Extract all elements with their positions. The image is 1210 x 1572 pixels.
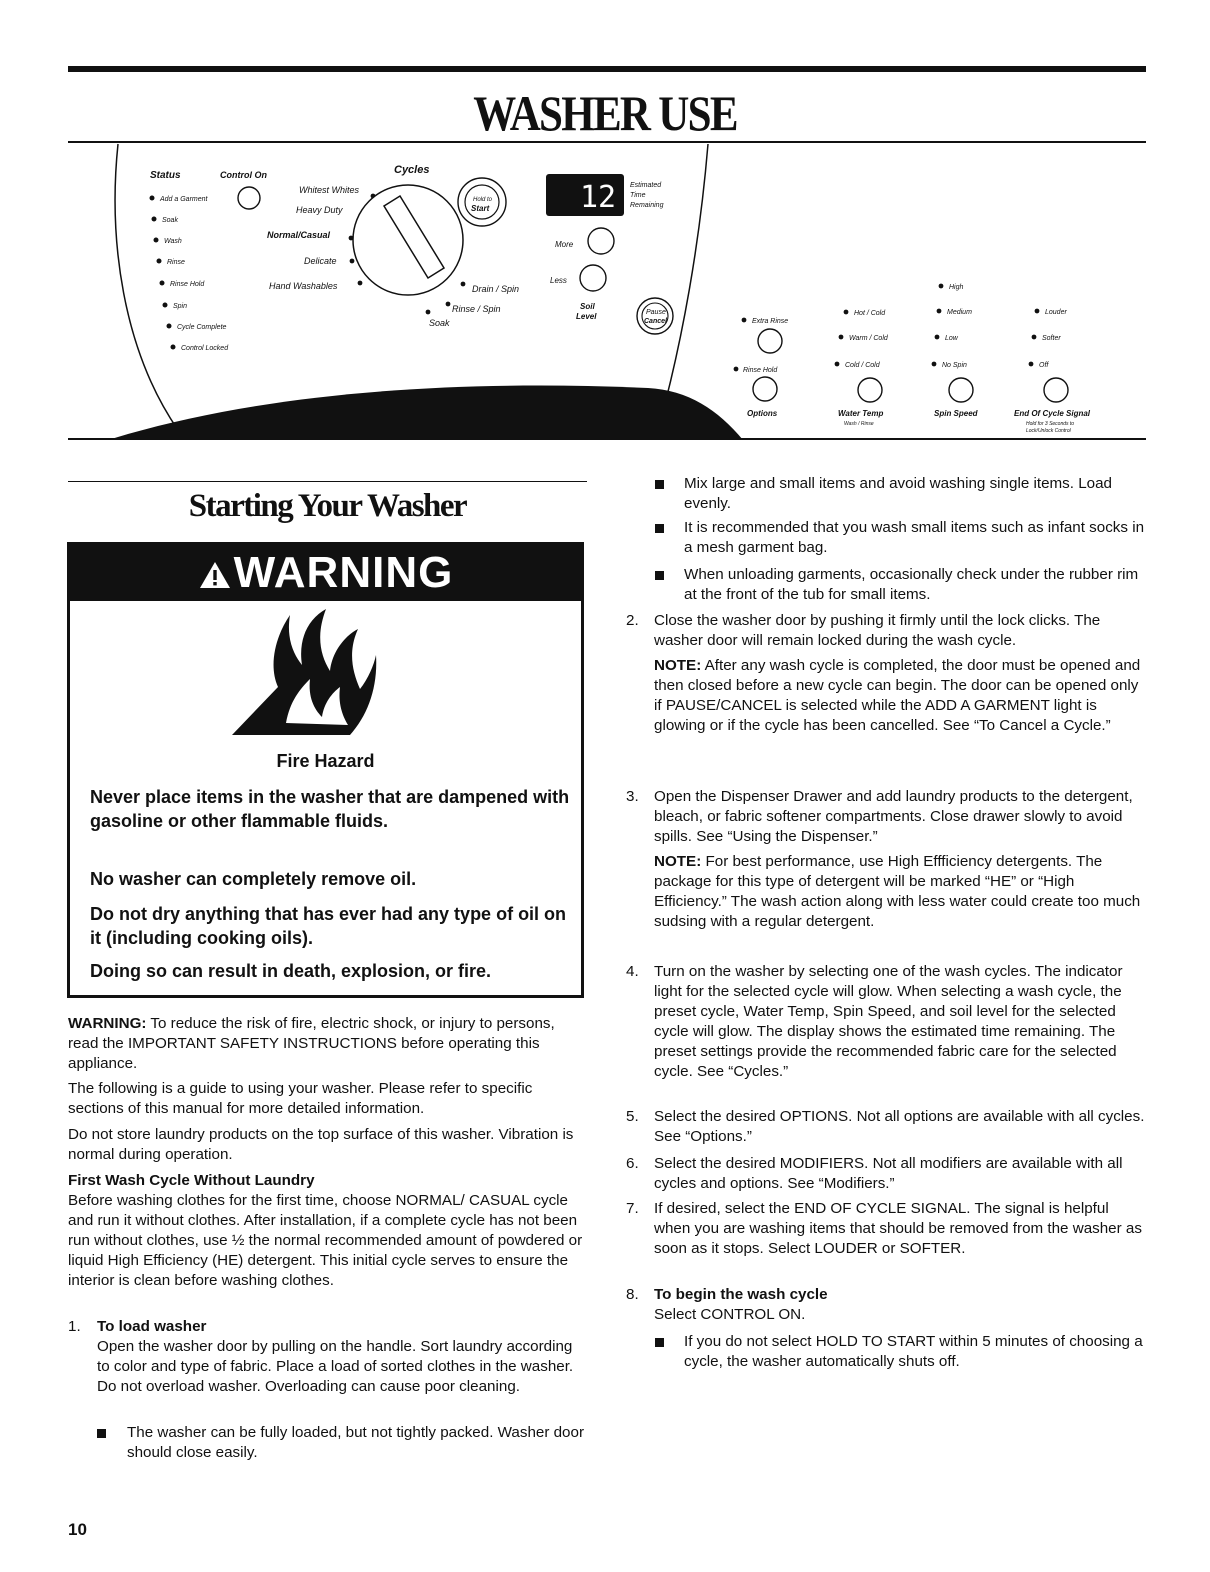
signal-sublabel: Lock/Unlock Control: [1026, 428, 1071, 434]
warning-header-text: WARNING: [233, 548, 454, 597]
warning-header: [70, 545, 581, 601]
status-light: Wash: [164, 238, 182, 245]
cycle-label: Delicate: [304, 256, 337, 266]
step-1: [68, 1317, 588, 1397]
first-wash-heading: First Wash Cycle Without Laundry: [68, 1172, 315, 1189]
water-temp-light: Cold / Cold: [845, 362, 880, 369]
signal-light: Softer: [1042, 335, 1061, 342]
control-panel-diagram: [68, 140, 1146, 442]
step-3: [626, 787, 1146, 932]
soil-level-label: Soil: [580, 302, 595, 311]
step-number: 8.: [626, 1286, 639, 1303]
step-number: 5.: [626, 1108, 639, 1125]
step-number: 4.: [626, 963, 639, 980]
status-light: Rinse Hold: [170, 281, 205, 288]
step-5: [626, 1107, 1146, 1147]
bullet-text: The washer can be fully loaded, but not tightly packed. Washer door should close easily.: [127, 1424, 585, 1461]
step-number: 7.: [626, 1200, 639, 1217]
cycle-label: Hand Washables: [269, 281, 338, 291]
warning-line: Never place items in the washer that are dampened with gasoline or other flammable fluids.: [90, 787, 570, 831]
step-text: Open the washer door by pulling on the handle. Sort laundry according to color and type of fabric. Place a load of sorted clothes in the washer. Do not overload washer. Overloading can cause poor cleaning.: [97, 1338, 574, 1395]
soil-more-button[interactable]: [588, 228, 614, 254]
step-text: If desired, select the END OF CYCLE SIGNAL. The signal is helpful when you are washing items that should be removed from the washer as soon as it stops. Select LOUDER or SOFTER.: [654, 1200, 1142, 1257]
step-text: Select CONTROL ON.: [654, 1306, 806, 1323]
bullet-text: If you do not select HOLD TO START within 5 minutes of choosing a cycle, the washer automatically shuts off.: [684, 1333, 1143, 1370]
step-7: [626, 1199, 1146, 1259]
page-title: WASHER USE: [473, 85, 737, 141]
estimated-time-label: Time: [630, 192, 646, 199]
first-wash-paragraph: Before washing clothes for the first time, choose NORMAL/ CASUAL cycle and run it without clothes. After installation, if a complete cycle has not been run without clothes, use ½ the normal recommended amount of powdered or liquid High Efficiency (HE) detergent. This initial cycle serves to ensure the interior is clean before washing clothes.: [68, 1192, 583, 1289]
signal-sublabel: Hold for 3 Seconds to: [1026, 421, 1075, 427]
warning-text: To reduce the risk of fire, electric shock, or injury to persons, read the IMPORTANT SAFETY INSTRUCTIONS before operating this appliance.: [68, 1015, 555, 1072]
rinse-hold-button[interactable]: [753, 377, 777, 401]
bullet-square-icon: [655, 571, 664, 580]
bullet-square-icon: [655, 1338, 664, 1347]
cycle-label: Soak: [429, 318, 450, 328]
note-lead: NOTE:: [654, 853, 702, 870]
spin-speed-label: Spin Speed: [934, 409, 978, 418]
control-on-label: Control On: [220, 170, 267, 180]
page-number: 10: [68, 1520, 87, 1539]
bullet-text: Mix large and small items and avoid washing single items. Load evenly.: [684, 475, 1112, 512]
cycle-label: Whitest Whites: [299, 185, 360, 195]
step-2: [626, 611, 1146, 736]
warning-line: No washer can completely remove oil.: [90, 869, 417, 889]
bullet-item: [655, 518, 1145, 558]
signal-light: Off: [1039, 362, 1049, 369]
status-light: Cycle Complete: [177, 324, 227, 331]
options-label: Options: [747, 409, 778, 418]
step-text: Close the washer door by pushing it firmly until the lock clicks. The washer door will remain locked during the wash cycle.: [654, 612, 1101, 649]
note-text: After any wash cycle is completed, the door must be opened and then closed before a new cycle can begin. The door can be opened only if PAUSE/CANCEL is selected while the ADD A GARMENT light is glowing or if the cycle has been cancelled. See “To Cancel a Cycle.”: [654, 657, 1141, 734]
option-light: Extra Rinse: [752, 318, 789, 325]
cycles-header: Cycles: [394, 164, 430, 176]
section-title: Starting Your Washer: [188, 488, 467, 524]
step-heading: To load washer: [97, 1318, 207, 1335]
bullet-text: When unloading garments, occasionally check under the rubber rim at the front of the tub for small items.: [684, 566, 1139, 603]
fire-hazard-title: Fire Hazard: [276, 751, 375, 771]
bullet-square-icon: [97, 1429, 106, 1438]
top-rule: [68, 66, 1146, 72]
step-number: 2.: [626, 612, 639, 629]
bullet-item: [655, 474, 1145, 514]
status-light-list: [150, 196, 230, 353]
bullet-item: [655, 565, 1145, 605]
water-temp-light: Hot / Cold: [854, 310, 886, 317]
note-text: For best performance, use High Effficiency detergents. The package for this type of detergent will be marked “HE” or “High Efficiency.” The wash action along with less water could create too much sudsing with a regular detergent.: [654, 853, 1141, 930]
step-4: [626, 962, 1146, 1082]
step-8: [626, 1285, 1146, 1325]
warning-line: Doing so can result in death, explosion, or fire.: [90, 961, 492, 981]
pause-cancel-label: Cancel: [644, 318, 667, 325]
pause-cancel-label: Pause: [646, 309, 666, 316]
cycle-label: Heavy Duty: [296, 205, 343, 215]
step-note: [654, 852, 1146, 932]
step-8-bullet: [655, 1332, 1145, 1372]
signal-label: End Of Cycle Signal: [1014, 409, 1091, 418]
cycle-label: Normal/Casual: [267, 230, 331, 240]
more-label: More: [555, 240, 574, 249]
step-text: Select the desired MODIFIERS. Not all modifiers are available with all cycles and options. See “Modifiers.”: [654, 1155, 1123, 1192]
step-6: [626, 1154, 1146, 1194]
water-temp-label: Water Temp: [838, 409, 884, 418]
estimated-time-label: Remaining: [630, 202, 664, 209]
status-light: Soak: [162, 217, 178, 224]
hold-to-start-label: Start: [471, 204, 490, 213]
soil-level-label: Level: [576, 312, 597, 321]
spin-speed-light: Medium: [947, 309, 972, 316]
soil-less-button[interactable]: [580, 265, 606, 291]
estimated-time-label: Estimated: [630, 182, 662, 189]
end-of-cycle-signal-button[interactable]: [1044, 378, 1068, 402]
guide-paragraph: The following is a guide to using your washer. Please refer to specific sections of this manual for more detailed information.: [68, 1080, 533, 1117]
status-light: Spin: [173, 303, 188, 310]
safety-warning-paragraph: [68, 1014, 588, 1074]
warning-line: Do not dry anything that has ever had any type of oil on it (including cooking oils).: [90, 904, 567, 948]
spin-speed-light: High: [949, 284, 964, 291]
fire-icon: [228, 605, 378, 740]
step-number: 1.: [68, 1318, 81, 1335]
bullet-text: It is recommended that you wash small items such as infant socks in a mesh garment bag.: [684, 519, 1145, 556]
bullet-square-icon: [655, 524, 664, 533]
hold-to-start-label: Hold to: [473, 197, 493, 203]
step-number: 3.: [626, 788, 639, 805]
status-light: Control Locked: [181, 345, 229, 352]
step-text: Open the Dispenser Drawer and add laundry products to the detergent, bleach, or fabric softener compartments. Close drawer slowly to avoid spills. See “Using the Dispenser.”: [654, 788, 1133, 845]
cycle-label: Drain / Spin: [472, 284, 520, 294]
warning-lead: WARNING:: [68, 1015, 147, 1032]
step-heading: To begin the wash cycle: [654, 1286, 828, 1303]
section-rule: [68, 481, 587, 482]
water-temp-light: Warm / Cold: [849, 335, 888, 342]
status-header: Status: [150, 170, 181, 181]
status-light: Add a Garment: [160, 196, 208, 203]
water-temp-button[interactable]: [858, 378, 882, 402]
warning-triangle-icon: [198, 560, 232, 590]
water-temp-sublabel: Wash / Rinse: [844, 421, 874, 427]
step-text: Select the desired OPTIONS. Not all options are available with all cycles. See “Options.”: [654, 1108, 1145, 1145]
option-light: Rinse Hold: [743, 367, 778, 374]
time-display-value: 12: [580, 180, 617, 215]
note-lead: NOTE:: [654, 657, 702, 674]
step-number: 6.: [626, 1155, 639, 1172]
step-1-bullet: [97, 1423, 587, 1463]
status-light: Rinse: [167, 259, 185, 266]
signal-light: Louder: [1045, 309, 1067, 316]
spin-speed-light: No Spin: [942, 362, 967, 369]
spin-speed-light: Low: [945, 335, 958, 342]
step-note: [654, 656, 1146, 736]
cycle-label: Rinse / Spin: [452, 304, 501, 314]
storage-paragraph: Do not store laundry products on the top surface of this washer. Vibration is normal during operation.: [68, 1126, 574, 1163]
control-on-button[interactable]: [238, 187, 260, 209]
bullet-square-icon: [655, 480, 664, 489]
less-label: Less: [550, 276, 567, 285]
extra-rinse-button[interactable]: [758, 329, 782, 353]
spin-speed-button[interactable]: [949, 378, 973, 402]
step-text: Turn on the washer by selecting one of the wash cycles. The indicator light for the selected cycle will glow. When selecting a wash cycle, the preset cycle, Water Temp, Spin Speed, and soil level for the selected cycle will glow. The display shows the estimated time remaining. The preset settings provide the recommended fabric care for the selected cycle. See “Cycles.”: [654, 963, 1123, 1080]
